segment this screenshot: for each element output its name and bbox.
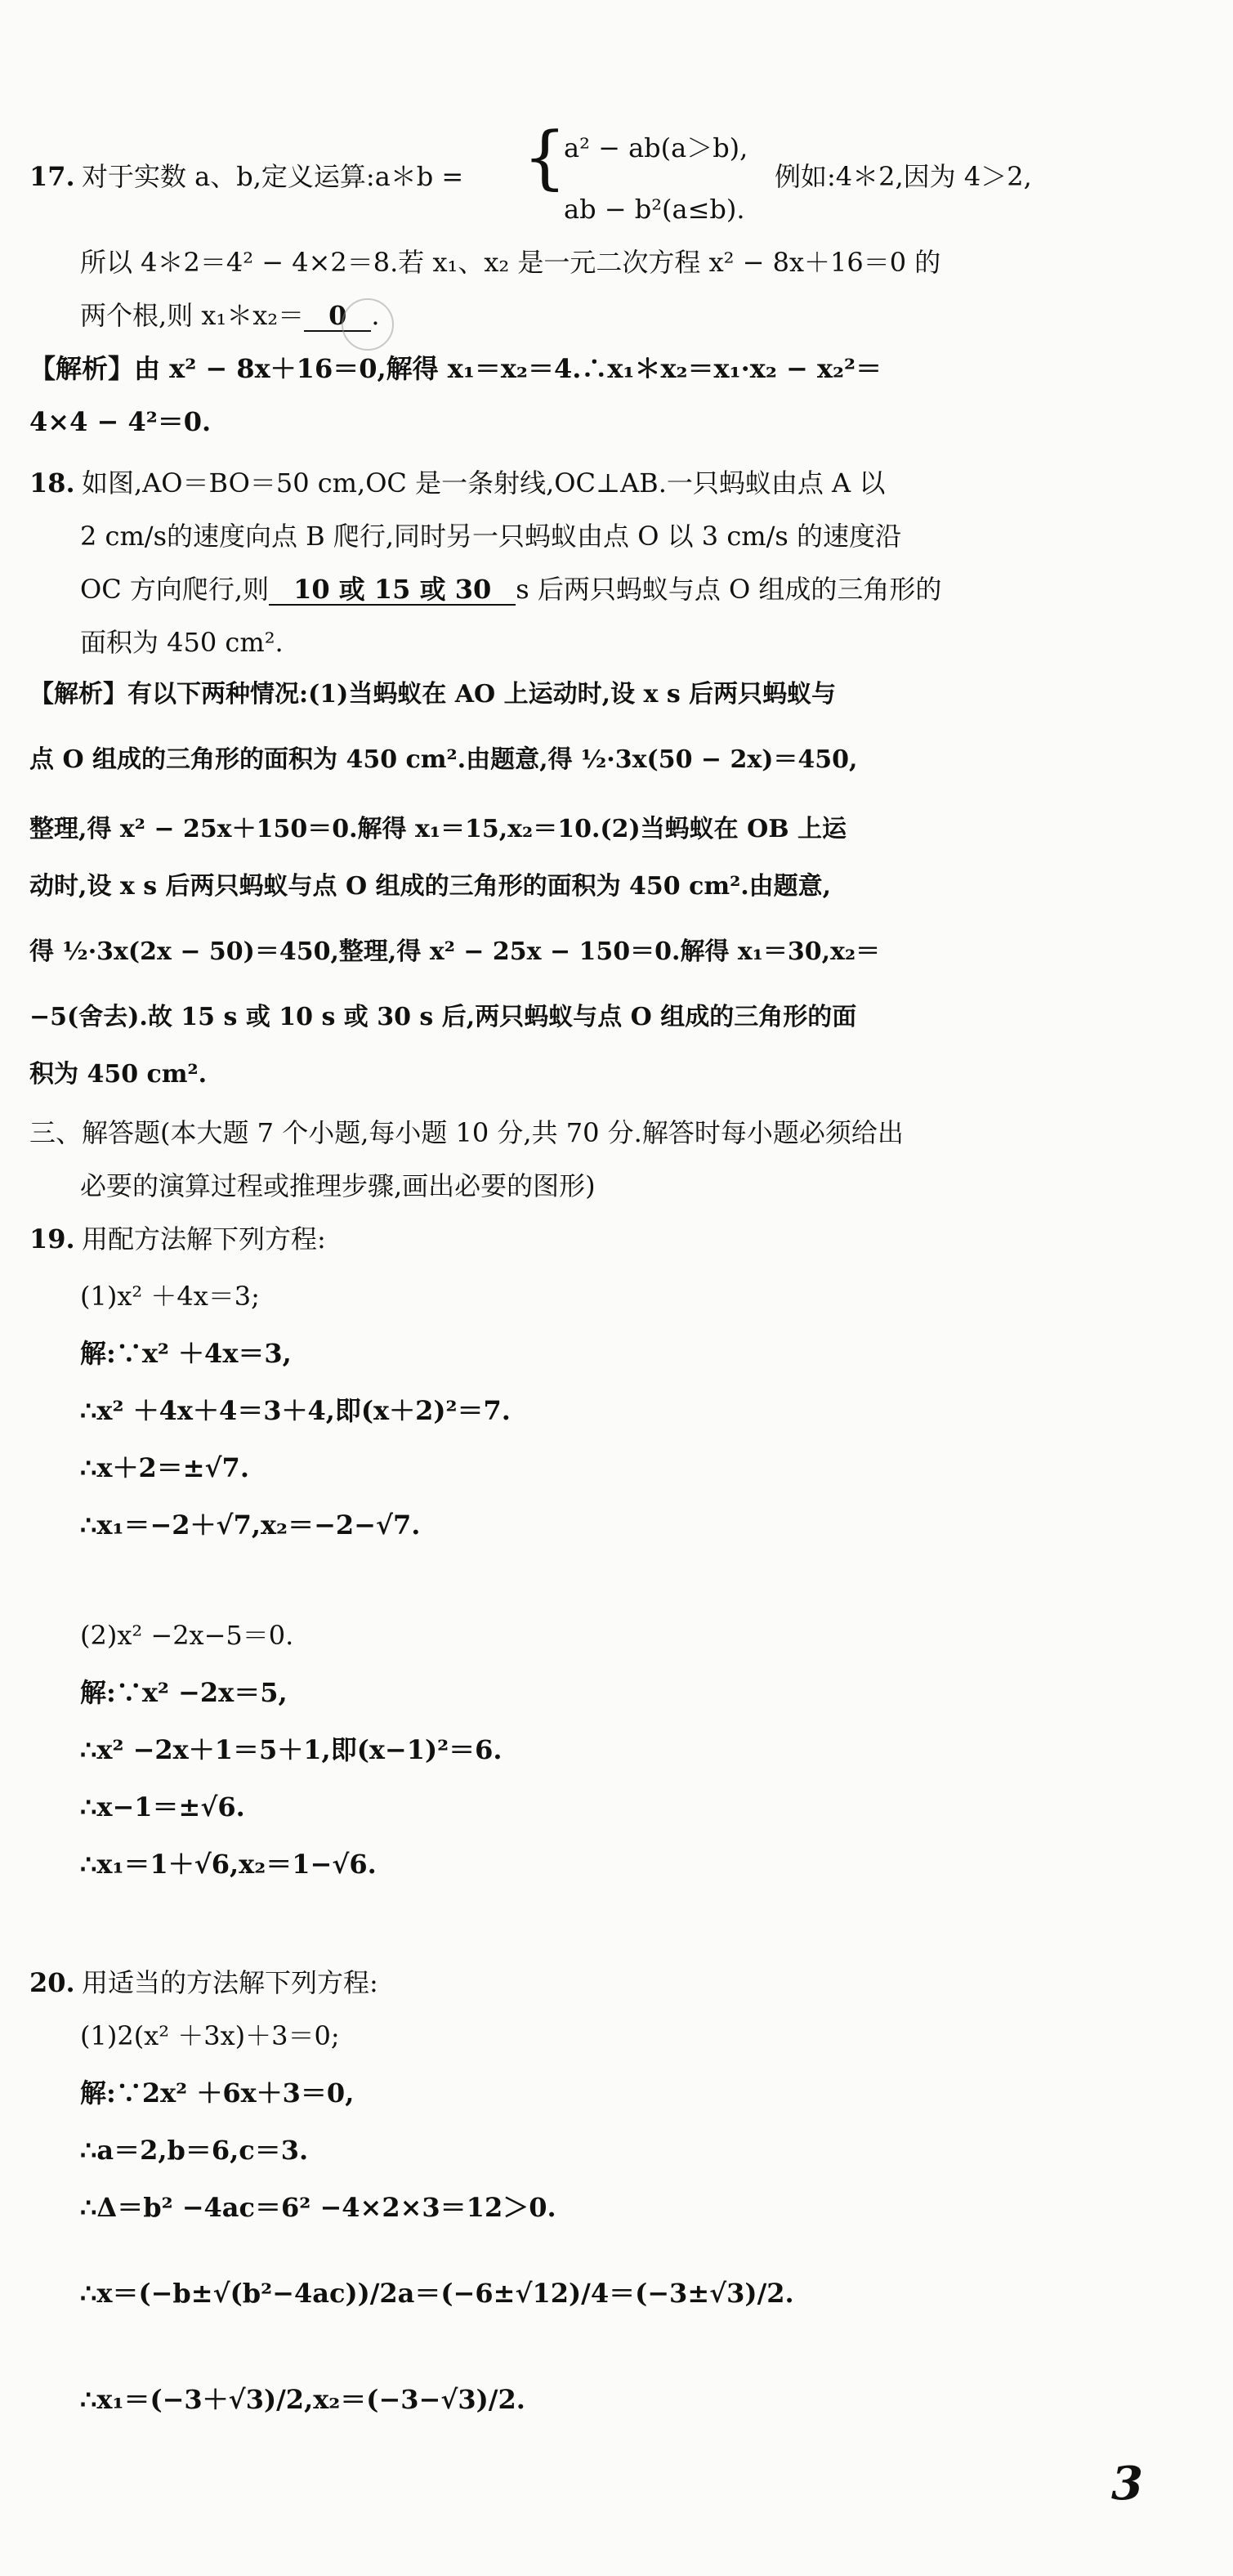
q20-step3: ∴Δ＝b² −4ac＝6² −4×2×3＝12＞0. <box>80 2192 556 2223</box>
q19-part1-step2: ∴x² ＋4x＋4＝3＋4,即(x＋2)²＝7. <box>80 1395 511 1426</box>
q20-title: 用适当的方法解下列方程: <box>82 1967 378 1998</box>
q20-part1: (1)2(x² ＋3x)＋3＝0; <box>80 2020 340 2051</box>
q19-part2-step3: ∴x−1＝±√6. <box>80 1791 245 1822</box>
q17-answer: 0 <box>304 302 371 332</box>
q18-line2: 2 cm/s的速度向点 B 爬行,同时另一只蚂蚁由点 O 以 3 cm/s 的速度沿 <box>80 521 901 552</box>
q17-line1-text: 对于实数 a、b,定义运算:a＊b = <box>82 161 464 192</box>
q20-number: 20. <box>29 1967 75 1998</box>
q17-line3-post: . <box>371 300 380 331</box>
q19-part2-step4: ∴x₁＝1＋√6,x₂＝1−√6. <box>80 1849 377 1880</box>
q17-line3 <box>80 302 380 332</box>
q18-answer: 10 或 15 或 30 <box>269 576 516 606</box>
q20-step5: ∴x₁＝(−3＋√3)/2,x₂＝(−3−√3)/2. <box>80 2384 525 2415</box>
q17-line3-pre: 两个根,则 x₁＊x₂＝ <box>80 300 305 331</box>
q19-part1: (1)x² ＋4x＝3; <box>80 1281 260 1312</box>
q18-solution-line2: 点 O 组成的三角形的面积为 450 cm².由题意,得 ½·3x(50 − 2x)＝450, <box>29 745 858 774</box>
q17-case1: a² − ab(a＞b), <box>564 132 748 163</box>
q19-part1-step3: ∴x＋2＝±√7. <box>80 1452 249 1483</box>
q18-solution-line5: 得 ½·3x(2x − 50)＝450,整理,得 x² − 25x − 150＝0.解得 x₁＝30,x₂＝ <box>29 937 881 966</box>
q17-solution-line1: 【解析】由 x² − 8x＋16＝0,解得 x₁＝x₂＝4.∴x₁＊x₂＝x₁·x₂ − x₂²＝ <box>29 353 882 384</box>
q19-part1-step4: ∴x₁＝−2＋√7,x₂＝−2−√7. <box>80 1509 421 1541</box>
q17-solution-line2: 4×4 − 4²＝0. <box>29 406 212 437</box>
q18-number: 18. <box>29 467 75 499</box>
q18-line3 <box>80 576 941 606</box>
q18-line3-pre: OC 方向爬行,则 <box>80 574 270 605</box>
q17-brace: { <box>523 117 567 197</box>
q19-title: 用配方法解下列方程: <box>82 1223 326 1254</box>
q18-line4: 面积为 450 cm². <box>80 627 284 658</box>
section3-line2: 必要的演算过程或推理步骤,画出必要的图形) <box>80 1170 596 1201</box>
q19-part2-step1: 解:∵x² −2x＝5, <box>80 1677 288 1708</box>
q18-line3-post: s 后两只蚂蚁与点 O 组成的三角形的 <box>516 574 942 605</box>
q19-part2-step2: ∴x² −2x＋1＝5＋1,即(x−1)²＝6. <box>80 1734 503 1765</box>
q18-solution-line7: 积为 450 cm². <box>29 1060 208 1089</box>
q17-line1 <box>82 163 463 190</box>
q19-part1-step1: 解:∵x² ＋4x＝3, <box>80 1338 292 1369</box>
q17-line1-tail: 例如:4＊2,因为 4＞2, <box>775 161 1032 192</box>
q17-number: 17. <box>29 161 75 192</box>
q20-step2: ∴a＝2,b＝6,c＝3. <box>80 2135 309 2166</box>
q18-solution-line1: 【解析】有以下两种情况:(1)当蚂蚁在 AO 上运动时,设 x s 后两只蚂蚁与 <box>29 680 837 709</box>
q20-step1: 解:∵2x² ＋6x＋3＝0, <box>80 2077 355 2109</box>
section3-line1: 三、解答题(本大题 7 个小题,每小题 10 分,共 70 分.解答时每小题必须给出 <box>29 1117 904 1148</box>
q18-line1: 如图,AO＝BO＝50 cm,OC 是一条射线,OC⊥AB.一只蚂蚁由点 A 以 <box>82 467 886 499</box>
q20-step4: ∴x＝(−b±√(b²−4ac))/2a＝(−6±√12)/4＝(−3±√3)/2. <box>80 2278 794 2309</box>
page-number: 3 <box>1111 2457 1143 2511</box>
q18-solution-line3: 整理,得 x² − 25x＋150＝0.解得 x₁＝15,x₂＝10.(2)当蚂蚁在 OB 上运 <box>29 815 847 843</box>
q17-line2: 所以 4＊2＝4² − 4×2＝8.若 x₁、x₂ 是一元二次方程 x² − 8x＋16＝0 的 <box>80 247 941 278</box>
q19-part2: (2)x² −2x−5＝0. <box>80 1620 294 1651</box>
stamp-watermark <box>342 298 394 351</box>
q18-solution-line4: 动时,设 x s 后两只蚂蚁与点 O 组成的三角形的面积为 450 cm².由题意, <box>29 872 832 901</box>
q18-solution-line6: −5(舍去).故 15 s 或 10 s 或 30 s 后,两只蚂蚁与点 O 组成的三角形的面 <box>29 1003 857 1031</box>
q19-number: 19. <box>29 1223 75 1254</box>
q17-case2: ab − b²(a≤b). <box>564 194 745 225</box>
